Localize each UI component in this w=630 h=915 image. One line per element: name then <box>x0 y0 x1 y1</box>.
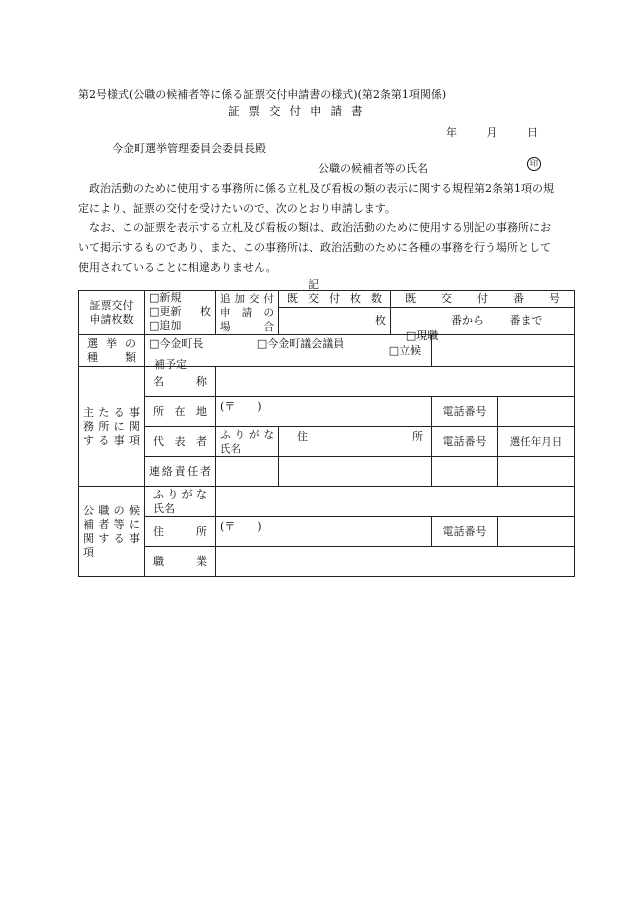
contact-phone-field[interactable] <box>432 457 498 487</box>
opt-new[interactable]: □新規 <box>149 291 182 304</box>
office-name-field[interactable] <box>216 367 575 397</box>
representative-name-label: ふりがな 氏名 <box>216 427 279 457</box>
issued-count-value[interactable]: 枚 <box>279 308 391 335</box>
candidate-address-label: 住所 <box>145 517 216 547</box>
issued-number-header: 既交付番号 <box>391 291 575 308</box>
opt-mayor[interactable]: □今金町長 <box>149 336 204 350</box>
representative-address-label: 住所 <box>279 427 432 457</box>
table-row-representative <box>79 427 575 457</box>
seal-mark: 印 <box>527 157 541 171</box>
candidate-name-label: ふりがな 氏名 <box>145 487 216 517</box>
contact-name-field[interactable] <box>216 457 279 487</box>
opt-council[interactable]: □今金町議会議員 <box>256 336 345 350</box>
table-row-candidate-address <box>79 517 575 547</box>
issue-count-label: 証票交付 申請枚数 <box>79 291 145 335</box>
election-type-label: 選挙の 種類 <box>79 335 145 367</box>
issue-type-cell[interactable] <box>145 291 216 335</box>
table-row-candidate-name <box>79 487 575 517</box>
office-location-field[interactable]: (〒 ) <box>216 397 432 427</box>
office-name-label: 名称 <box>145 367 216 397</box>
representative-phone-label: 電話番号 <box>432 427 498 457</box>
date-month: 月 <box>486 126 498 139</box>
form-number: 第2号様式(公職の候補者等に係る証票交付申請書の様式)(第2条第1項関係) <box>78 88 447 101</box>
table-row-office-name <box>79 367 575 397</box>
table-row-office-location <box>79 397 575 427</box>
opt-candidate[interactable]: □立候補予定 <box>154 343 422 371</box>
application-table <box>78 290 575 577</box>
representative-label: 代表者 <box>145 427 216 457</box>
table-row-contact <box>79 457 575 487</box>
applicant-name-label: 公職の候補者等の氏名 <box>318 162 428 175</box>
paragraph-declaration: なお、この証票を表示する立札及び看板の類は、政治活動のために使用する別記の事務所において掲示するものであり、また、この事務所は、政治活動のために各種の事務を行う場所として使用されていることに相違ありません。 <box>78 221 551 274</box>
appointed-date-label: 選任年月日 <box>498 427 575 457</box>
document-title: 証票交付申請書 <box>228 104 372 118</box>
addressee: 今金町選挙管理委員会委員長殿 <box>112 142 266 155</box>
office-phone-field[interactable] <box>498 397 575 427</box>
paragraph-request: 政治活動のために使用する事務所に係る立札及び看板の類の表示に関する規程第2条第1項の規定により、証票の交付を受けたいので、次のとおり申請します。 <box>78 182 554 215</box>
contact-label: 連絡責任者 <box>145 457 216 487</box>
opt-add[interactable]: □追加 <box>149 319 182 332</box>
candidate-phone-field[interactable] <box>498 517 575 547</box>
opt-renew[interactable]: □更新 枚 <box>149 305 211 318</box>
candidate-occupation-field[interactable] <box>216 547 575 577</box>
date-day: 日 <box>527 126 538 139</box>
table-row-election-type <box>79 335 575 367</box>
election-type-spacer <box>432 335 575 367</box>
date-year: 年 <box>446 126 457 139</box>
candidate-name-field[interactable] <box>216 487 575 517</box>
candidate-address-field[interactable]: (〒 ) <box>216 517 432 547</box>
office-location-label: 所在地 <box>145 397 216 427</box>
office-phone-label: 電話番号 <box>432 397 498 427</box>
additional-issue-label: 追加交付 申請の 場合 <box>216 291 279 335</box>
ki-heading: 記 <box>308 278 319 291</box>
candidate-section-label: 公職の候 補者等に 関する事 項 <box>79 487 145 577</box>
contact-address-field[interactable] <box>279 457 432 487</box>
issued-count-header: 既交付枚数 <box>279 291 391 308</box>
candidate-occupation-label: 職業 <box>145 547 216 577</box>
candidate-phone-label: 電話番号 <box>432 517 498 547</box>
contact-appointed-field[interactable] <box>498 457 575 487</box>
table-row-candidate-occupation <box>79 547 575 577</box>
table-row-issue-head <box>79 291 575 308</box>
issued-number-range[interactable]: 番から 番まで <box>391 308 575 335</box>
date-line <box>420 124 538 140</box>
office-section-label: 主たる事 務所に関 する事項 <box>79 367 145 487</box>
opt-incumbent[interactable]: □現職 <box>405 328 439 342</box>
election-type-options[interactable] <box>145 328 439 371</box>
